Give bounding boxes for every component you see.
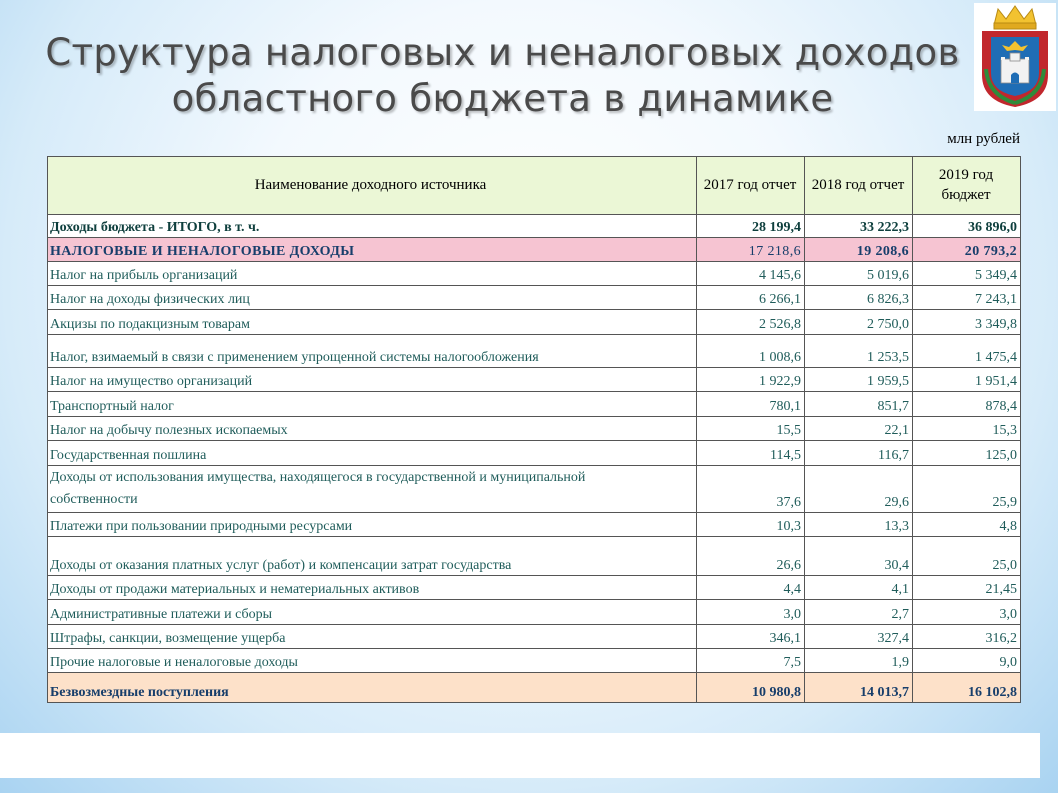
table-row: [48, 537, 1021, 576]
header-2017: 2017 год отчет: [697, 157, 805, 215]
row-name: НАЛОГОВЫЕ И НЕНАЛОГОВЫЕ ДОХОДЫ: [48, 238, 697, 262]
table-row: [48, 625, 1021, 649]
table-row: [48, 262, 1021, 286]
header-2019: 2019 год бюджет: [913, 157, 1021, 215]
value-2018: 327,4: [805, 625, 913, 649]
row-name: Налог, взимаемый в связи с применением упрощенной системы налогообложения: [48, 335, 697, 368]
table-row: [48, 600, 1021, 625]
value-2018: 13,3: [805, 513, 913, 537]
row-name: Налог на добычу полезных ископаемых: [48, 417, 697, 441]
value-2019: 5 349,4: [913, 262, 1021, 286]
value-2019: 4,8: [913, 513, 1021, 537]
value-2017: 10 980,8: [697, 673, 805, 703]
value-2017: 17 218,6: [697, 238, 805, 262]
row-name: Доходы от оказания платных услуг (работ) и компенсации затрат государства: [48, 537, 697, 576]
value-2018: 30,4: [805, 537, 913, 576]
value-2017: 3,0: [697, 600, 805, 625]
value-2019: 3,0: [913, 600, 1021, 625]
row-name: Доходы от использования имущества, находящегося в государственной и муниципальной собственности: [48, 466, 697, 513]
value-2019: 316,2: [913, 625, 1021, 649]
value-2017: 10,3: [697, 513, 805, 537]
value-2017: 15,5: [697, 417, 805, 441]
value-2017: 1 008,6: [697, 335, 805, 368]
row-name: Акцизы по подакцизным товарам: [48, 310, 697, 335]
value-2018: 19 208,6: [805, 238, 913, 262]
table-row: [48, 673, 1021, 703]
table-row: [48, 513, 1021, 537]
revenue-table: [47, 156, 1021, 703]
value-2018: 2 750,0: [805, 310, 913, 335]
table-row: [48, 286, 1021, 310]
value-2018: 22,1: [805, 417, 913, 441]
row-name: Доходы бюджета - ИТОГО, в т. ч.: [48, 215, 697, 238]
value-2017: 780,1: [697, 392, 805, 417]
table-row: [48, 441, 1021, 466]
coat-of-arms-logo: [974, 3, 1056, 111]
table-row: [48, 466, 1021, 513]
value-2019: 25,9: [913, 466, 1021, 513]
table-row: [48, 335, 1021, 368]
header-source-name: Наименование доходного источника: [48, 157, 697, 215]
title-line-1: Структура налоговых и неналоговых доходов: [45, 31, 960, 74]
value-2018: 116,7: [805, 441, 913, 466]
value-2017: 7,5: [697, 649, 805, 673]
value-2017: 4,4: [697, 576, 805, 600]
row-name: Налог на доходы физических лиц: [48, 286, 697, 310]
header-2018: 2018 год отчет: [805, 157, 913, 215]
value-2019: 1 475,4: [913, 335, 1021, 368]
value-2018: 1 253,5: [805, 335, 913, 368]
value-2017: 28 199,4: [697, 215, 805, 238]
value-2018: 5 019,6: [805, 262, 913, 286]
value-2018: 2,7: [805, 600, 913, 625]
table-row: [48, 238, 1021, 262]
value-2019: 7 243,1: [913, 286, 1021, 310]
table-row: [48, 649, 1021, 673]
row-name: Платежи при пользовании природными ресурсами: [48, 513, 697, 537]
row-name: Административные платежи и сборы: [48, 600, 697, 625]
table-row: [48, 215, 1021, 238]
table-row: [48, 368, 1021, 392]
table-header-row: [48, 157, 1021, 215]
row-name: Транспортный налог: [48, 392, 697, 417]
value-2019: 25,0: [913, 537, 1021, 576]
value-2017: 37,6: [697, 466, 805, 513]
row-name: Прочие налоговые и неналоговые доходы: [48, 649, 697, 673]
table-row: [48, 310, 1021, 335]
value-2017: 26,6: [697, 537, 805, 576]
value-2019: 125,0: [913, 441, 1021, 466]
table-row: [48, 417, 1021, 441]
value-2019: 16 102,8: [913, 673, 1021, 703]
value-2017: 2 526,8: [697, 310, 805, 335]
value-2018: 14 013,7: [805, 673, 913, 703]
value-2019: 20 793,2: [913, 238, 1021, 262]
value-2019: 9,0: [913, 649, 1021, 673]
value-2018: 4,1: [805, 576, 913, 600]
value-2019: 21,45: [913, 576, 1021, 600]
slide-title: [0, 30, 1005, 122]
value-2018: 1 959,5: [805, 368, 913, 392]
value-2017: 346,1: [697, 625, 805, 649]
value-2018: 33 222,3: [805, 215, 913, 238]
value-2018: 851,7: [805, 392, 913, 417]
value-2019: 36 896,0: [913, 215, 1021, 238]
value-2017: 6 266,1: [697, 286, 805, 310]
table-row: [48, 392, 1021, 417]
row-name: Налог на имущество организаций: [48, 368, 697, 392]
value-2019: 1 951,4: [913, 368, 1021, 392]
value-2019: 3 349,8: [913, 310, 1021, 335]
table-row: [48, 576, 1021, 600]
value-2017: 4 145,6: [697, 262, 805, 286]
row-name: Налог на прибыль организаций: [48, 262, 697, 286]
row-name: Штрафы, санкции, возмещение ущерба: [48, 625, 697, 649]
title-line-2: областного бюджета в динамике: [171, 77, 834, 120]
units-label: млн рублей: [947, 131, 1020, 147]
row-name: Безвозмездные поступления: [48, 673, 697, 703]
row-name: Государственная пошлина: [48, 441, 697, 466]
value-2017: 1 922,9: [697, 368, 805, 392]
bottom-band: [0, 733, 1040, 778]
coat-of-arms-icon: [974, 3, 1056, 111]
value-2019: 15,3: [913, 417, 1021, 441]
value-2019: 878,4: [913, 392, 1021, 417]
value-2018: 1,9: [805, 649, 913, 673]
value-2017: 114,5: [697, 441, 805, 466]
value-2018: 6 826,3: [805, 286, 913, 310]
value-2018: 29,6: [805, 466, 913, 513]
row-name: Доходы от продажи материальных и нематериальных активов: [48, 576, 697, 600]
